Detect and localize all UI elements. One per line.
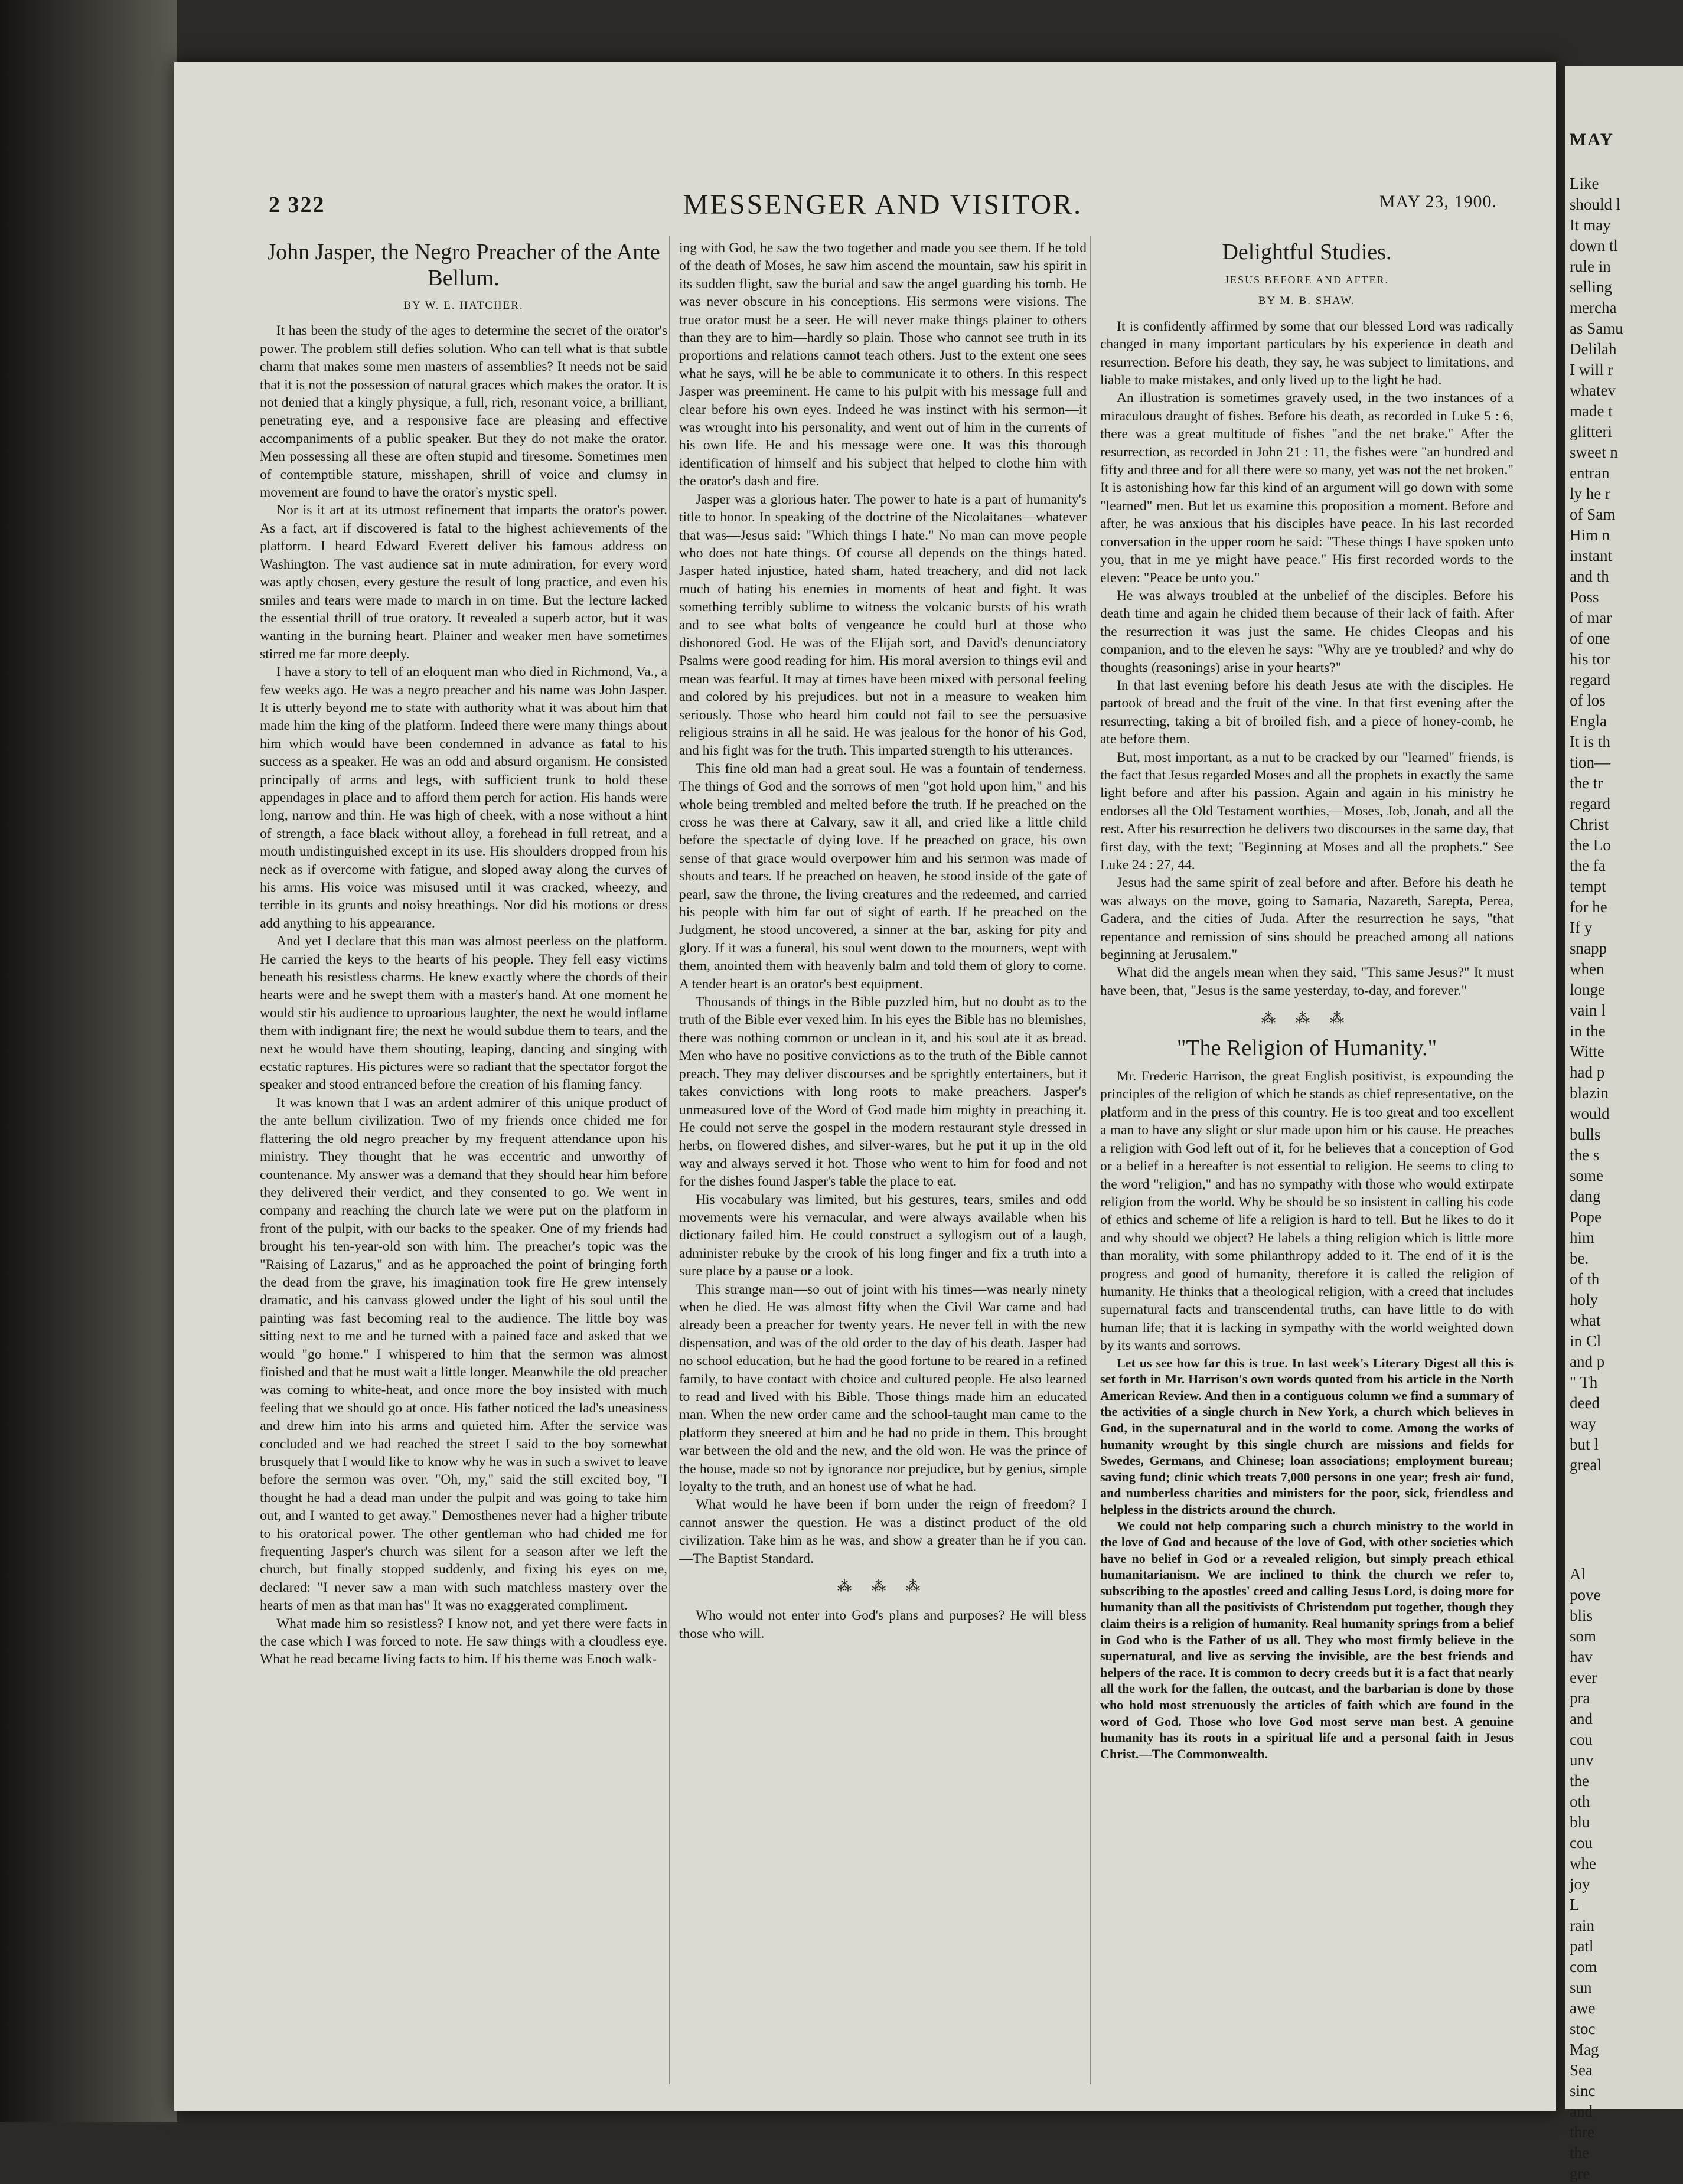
paragraph: This strange man—so out of joint with his times—was nearly ninety when he died. He was almost fifty when the Civil War came and had already been a preacher for twenty years. He never fell in with the new dispensation, and was of the old order to the day of his death. Jasper had no school education, but he had the good fortune to be reared in a refined family, to have contact with choice and cultured people. He also learned to read and lived with his Bible. Those things made him an educated man. When the new order came and the school-taught man came to the platform they sneered at him and he had no pride in them. This brought war between the old and the new, and the old won. He was the prince of the house, made so not by ignorance nor prejudice, but by genius, simple loyalty to the truth, and an honest use of what he had.	[679, 1281, 1087, 1495]
facing-page-line: cou	[1570, 1731, 1593, 1748]
facing-page-line: It may	[1570, 216, 1611, 234]
section-divider: ⁂ ⁂ ⁂	[1261, 1011, 1352, 1027]
facing-page-masthead: MAY	[1570, 130, 1614, 149]
facing-page-line: pra	[1570, 1689, 1590, 1707]
facing-page-line: Poss	[1570, 588, 1599, 606]
facing-page-line: cou	[1570, 1834, 1593, 1852]
facing-page-line: of los	[1570, 691, 1606, 709]
facing-page-line: " Th	[1570, 1373, 1598, 1391]
facing-page-line: but l	[1570, 1435, 1599, 1453]
facing-page-line: ly he r	[1570, 485, 1610, 502]
facing-page-line: in the	[1570, 1022, 1606, 1040]
facing-page-line: in Cl	[1570, 1332, 1602, 1350]
facing-page-line: of one	[1570, 629, 1610, 647]
facing-page-line: Witte	[1570, 1043, 1604, 1060]
paragraph: And yet I declare that this man was almost peerless on the platform. He carried the keys to the hearts of his people. They fell easy victims beneath his resistless charms. He knew exactly where the chords of their hearts were and he swept them with a master's hand. At one moment he would stir his audience to uproarious laughter, the next he would inflame them with indignant fire; the next he would subdue them to tears, and the next he would have them shouting, leaping, dancing and singing with ecstatic raptures. His pictures were so radiant that the spectator forgot the speaker and stood entranced before the creation of his flaming fancy.	[260, 933, 667, 1093]
facing-page-line: would	[1570, 1105, 1610, 1122]
facing-page-line: Christ	[1570, 815, 1609, 833]
column-rule	[1090, 236, 1091, 2084]
paragraph: I have a story to tell of an eloquent man who died in Richmond, Va., a few weeks ago. He was a negro preacher and his name was John Jasper. It is utterly beyond me to state with authority what it was about him that made him the king of the platform. Indeed there were many things about him which would have been condemned in advance as fatal to his success as a speaker. He was an odd and absurd organism. He consisted principally of arms and legs, with sufficient trunk to hold these appendages in place and to afford them perch for action. His hands were long, narrow and thin. He was high of cheek, with a nose without a hint of strength, a face black without alloy, a forehead in full retreat, and a mouth undistinguished except in its use. His shoulders dropped from his neck as if overcome with fatigue, and sloped away along the curves of his arms. His voice was misused until it was cracked, wheezy, and terrible in its grunts and noisy breathings. Nor did his motions or dress add anything to his appearance.	[260, 664, 667, 931]
facing-page-line: gre	[1570, 2165, 1590, 2182]
paragraph: It is confidently affirmed by some that our blessed Lord was radically changed in many important particulars by his experience in death and resurrection. Before his death, they say, he was subject to limitations, and liable to make mistakes, and only lived up to the light he had.	[1100, 318, 1514, 389]
facing-page-line: sinc	[1570, 2082, 1596, 2100]
facing-page-line: down tl	[1570, 237, 1618, 254]
facing-page-line: blazin	[1570, 1084, 1609, 1102]
facing-page-line: made t	[1570, 402, 1613, 420]
paragraph: Jasper was a glorious hater. The power to hate is a part of humanity's title to honor. In speaking of the doctrine of the Nicolaitanes—whatever that was—Jesus said: "Which things I hate." No man can move people who does not hate things. Of course all depends on the things hated. Jasper hated injustice, hated sham, hated treachery, and did not lack much of hating his enemies in moments of heat and fight. It was something terribly sublime to witness the volcanic bursts of his wrath and to see what bolts of vengeance he could hurl at those who dishonored God. He was of the Elijah sort, and David's denunciatory Psalms were good reading for him. His moral aversion to things evil and mean was fearful. It may at times have been mixed with personal feeling and colored by his prejudices. but not in a measure to weaken him seriously. Those who heard him could not fail to see the persuasive religious strains in all he said. He was jealous for the honor of his God, and his fight was for the truth. This imparted strength to his utterances.	[679, 491, 1087, 759]
facing-page-line: selling	[1570, 278, 1612, 296]
facing-page-line: I will r	[1570, 361, 1613, 378]
facing-page-text	[1565, 1564, 1683, 2184]
facing-page-line: whatev	[1570, 381, 1616, 399]
facing-page-line: regard	[1570, 795, 1610, 812]
column-rule	[669, 236, 670, 2084]
column-1	[260, 239, 667, 2081]
facing-page-line: vain l	[1570, 1001, 1606, 1019]
facing-page-line: should l	[1570, 195, 1621, 213]
facing-page-line: when	[1570, 960, 1604, 978]
facing-page-line: way	[1570, 1415, 1596, 1432]
facing-page-line: and	[1570, 2103, 1593, 2120]
article-byline: BY W. E. HATCHER.	[403, 299, 524, 312]
facing-page-edge	[1565, 66, 1683, 2182]
facing-page-text	[1565, 174, 1683, 1475]
section-divider: ⁂ ⁂ ⁂	[837, 1579, 928, 1595]
facing-page-line: the	[1570, 1772, 1589, 1790]
facing-page-line: deed	[1570, 1394, 1600, 1412]
paragraph: It has been the study of the ages to determine the secret of the orator's power. The problem still defies solution. Who can tell what is that subtle charm that makes some men masters of assemblies? It needs not be said that it is not the possession of natural graces which makes the orator. It is not denied that a kingly physique, a full, rich, resonant voice, a brilliant, penetrating eye, and a responsive face are pleasing and effective accompaniments of a public speaker. But they do not make the orator. Men possessing all these are often stupid and tiresome. Sometimes men of contemptible stature, misshapen, shrill of voice and clumsy in movement are found to have the orator's mystic spell.	[260, 323, 667, 501]
facing-page-line: pove	[1570, 1586, 1601, 1604]
facing-page-line: Pope	[1570, 1208, 1602, 1226]
facing-page-line: Like	[1570, 175, 1599, 192]
facing-page-line: Engla	[1570, 712, 1607, 730]
facing-page-line: com	[1570, 1958, 1597, 1976]
facing-page-line: Delilah	[1570, 340, 1617, 358]
paragraph: Jesus had the same spirit of zeal before and after. Before his death he was always on the move, going to Samaria, Nazareth, Sarepta, Perea, Gadera, and the cities of Juda. After the resurrection he says, "that repentance and remission of sins should be preached among all nations beginning at Jerusalem."	[1100, 875, 1514, 963]
facing-page-line: of th	[1570, 1270, 1600, 1288]
facing-page-line: stoc	[1570, 2020, 1596, 2038]
facing-page-line: him	[1570, 1229, 1595, 1246]
facing-page-line: som	[1570, 1627, 1597, 1645]
facing-page-line: joy	[1570, 1875, 1590, 1893]
paragraph: Let us see how far this is true. In last week's Literary Digest all this is set forth in Mr. Harrison's own words quoted from his article in the North American Review. And then in a contiguous column we find a summary of the activities of a single church in New York, a church which believes in God, in the supernatural and in the world to come. Among the works of humanity wrought by this single church are missions and fields for Swedes, Germans, and Chinese; loan associations; employment bureau; saving fund; clinic which treats 7,000 persons in one year; fresh air fund, and numberless charities and ministers for the poor, sick, friendless and helpless in the districts around the church.	[1100, 1355, 1514, 1517]
facing-page-line: what	[1570, 1311, 1601, 1329]
facing-page-line: instant	[1570, 547, 1612, 564]
facing-page-line: thre	[1570, 2123, 1594, 2141]
facing-page-line: Him n	[1570, 526, 1610, 544]
article-byline: BY M. B. SHAW.	[1258, 295, 1356, 308]
facing-page-line: and p	[1570, 1353, 1605, 1370]
paragraph: He was always troubled at the unbelief of the disciples. Before his death time and again he chided them because of their lack of faith. After the resurrection it was just the same. He chides Cleopas and his companion, and to the eleven he says: "Why are ye troubled? and why do thoughts (reasonings) arise in your hearts?"	[1100, 587, 1514, 675]
facing-page-line: rule in	[1570, 257, 1611, 275]
facing-page-line: entran	[1570, 464, 1610, 482]
paragraph: We could not help comparing such a church ministry to the world in the love of God and because of the love of God, with other societies which have no belief in God or a revealed religion, but simply preach ethical humanitarianism. We are inclined to think the church we refer to, subscribing to the apostles' creed and calling Jesus Lord, is doing more for humanity than all the positivists of Christendom put together, though they claim theirs is a religion of humanity. Real humanity springs from a belief in God who is the Father of us all. They who most firmly believe in the supernatural, and live as serving the invisible, are the best friends and helpers of the race. It is common to decry creeds but it is a fact that nearly all the work for the fallen, the outcast, and the barbarian is done by those who hold most strenuously the articles of faith which are found in the word of God. Those who love God most serve man best. A genuine humanity has its roots in a spiritual life and a personal faith in Jesus Christ.—The Commonwealth.	[1100, 1518, 1514, 1761]
facing-page-line: rain	[1570, 1917, 1594, 1934]
facing-page-line: mercha	[1570, 299, 1617, 316]
facing-page-line: the tr	[1570, 774, 1603, 792]
facing-page-line: patl	[1570, 1937, 1594, 1955]
facing-page-line: dang	[1570, 1187, 1601, 1205]
facing-page-line: tion—	[1570, 753, 1611, 771]
facing-page-line: of mar	[1570, 609, 1612, 626]
facing-page-line: sweet n	[1570, 443, 1618, 461]
facing-page-line: the s	[1570, 1146, 1600, 1164]
facing-page-line: sun	[1570, 1979, 1592, 1996]
facing-page-line: the Lo	[1570, 836, 1611, 854]
facing-page-line: hav	[1570, 1648, 1593, 1666]
facing-page-line: holy	[1570, 1291, 1599, 1308]
facing-page-line: had p	[1570, 1063, 1605, 1081]
facing-page-line: bulls	[1570, 1125, 1601, 1143]
facing-page-line: some	[1570, 1167, 1603, 1184]
facing-page-line: awe	[1570, 1999, 1596, 2017]
facing-page-line: as Samu	[1570, 319, 1623, 337]
facing-page-line: blis	[1570, 1607, 1593, 1624]
newspaper-page	[174, 62, 1556, 2111]
newspaper-title: MESSENGER AND VISITOR.	[683, 189, 1083, 220]
facing-page-line: If y	[1570, 919, 1593, 936]
scanner-edge	[0, 0, 177, 2122]
issue-date: MAY 23, 1900.	[1379, 192, 1497, 211]
article-title: "The Religion of Humanity."	[1176, 1035, 1437, 1060]
paragraph: What would he have been if born under the reign of freedom? I cannot answer the question. He was a distinct product of the old civilization. Take him as he was, and show a greater than he if you can.—The Baptist Standard.	[679, 1497, 1087, 1566]
paragraph: What made him so resistless? I know not, and yet there were facts in the case which I was forced to note. He saw things with a cloudless eye. What he read became living facts to him. If his theme was Enoch walk-	[260, 1615, 667, 1667]
facing-page-line: Sea	[1570, 2061, 1593, 2079]
paragraph: It was known that I was an ardent admirer of this unique product of the ante bellum civilization. Two of my friends once chided me for flattering the old negro preacher by my frequent attendance upon his ministry. They thought that he was eccentric and unworthy of countenance. My answer was a demand that they should hear him before they delivered their verdict, and they consented to go. We went in company and reaching the church late we were put on the platform in front of the pulpit, with our backs to the speaker. One of my friends had brought his ten-year-old son with him. The preacher's topic was the "Raising of Lazarus," and as he approached the point of bringing forth the dead from the grave, his imagination took fire He grew intensely dramatic, and his canvass glowed under the light of his soul until the painting was fast becoming real to the audience. The little boy was sitting next to me and he turned with a pained face and asked that we would "go home." I whispered to him that the sermon was almost finished and that he must wait a little longer. Meanwhile the old preacher was coming to white-heat, and once more the boy insisted with much feeling that we should go at once. His father noticed the lad's uneasiness and drew him into his arms and quieted him. After the service was concluded and we had reached the street I said to the boy somewhat brusquely that I would like to know why he was in such a swivet to leave before the sermon was over. "Oh, my," said the still excited boy, "I thought he had a dead man under the pulpit and was going to take him out, and I wanted to get away." Demosthenes never had a higher tribute to his oratorical power. The other gentleman who had chided me for frequenting Jasper's church was silent for a season after we left the church, but finally stopped suddenly, and fixing his eyes on me, declared: "I never saw a man with such matchless mastery over the hearts of men as that man has" It was no exaggerated compliment.	[260, 1095, 667, 1614]
paragraph: But, most important, as a nut to be cracked by our "learned" friends, is the fact that Jesus regarded Moses and all the prophets in exactly the same light before and after his passion. Again and again in his ministry he endorses all the Old Testament worthies,—Moses, Job, Jonah, and all the rest. After his resurrection he delivers two discourses in the same day, that first day, with the text; "Beginning at Moses and all the prophets." See Luke 24 : 27, 44.	[1100, 749, 1514, 873]
paragraph: In that last evening before his death Jesus ate with the disciples. He partook of bread and the fruit of the vine. In that first evening after the resurrecting, taking a bit of broiled fish, and a piece of honey-comb, he ate before them.	[1100, 677, 1514, 747]
paragraph: This fine old man had a great soul. He was a fountain of tenderness. The things of God and the sorrows of men "got hold upon him," and his whole being trembled and melted before the truth. If he preached on the cross he was there at Calvary, saw it all, and cried like a little child before the spectacle of dying love. If he preached on grace, his own sense of that grace would overpower him and his sermon was made of shouts and tears. If he preached on heaven, he stood inside of the gate of pearl, saw the throne, the living creatures and the redeemed, and carried his people with him far out of sight of earth. If he preached on the Judgment, he stood uncovered, a sinner at the bar, asking for pity and glory. If it was a funeral, his soul went down to the mourners, wept with them, anointed them with heavenly balm and told them of glory to come. A tender heart is an orator's best equipment.	[679, 760, 1087, 992]
facing-page-line: oth	[1570, 1793, 1590, 1810]
article-title: Delightful Studies.	[1222, 240, 1392, 265]
paragraph: An illustration is sometimes gravely used, in the two instances of a miraculous draught of fishes. Before his death, as recorded in Luke 5 : 6, there was a great multitude of fishes "and the net brake." After the resurrection, as recorded in John 21 : 11, the fishes were "an hundred and fifty and three and for all there were so many, yet was not the net broken." It is astonishing how far this kind of an argument will go down with some "learned" men. But let us examine this proposition a moment. Before and after, he was anxious that his disciples have peace. In his last recorded conversation in the upper room he said: "These things I have spoken unto you, that in me ye might have peace." His first recorded words to the eleven: "Peace be unto you."	[1100, 390, 1514, 586]
facing-page-line: tempt	[1570, 877, 1606, 895]
facing-page-line: and	[1570, 1710, 1593, 1728]
column-3	[1100, 239, 1514, 2081]
facing-page-line: the	[1570, 2144, 1589, 2162]
facing-page-line: whe	[1570, 1855, 1596, 1872]
facing-page-line: for he	[1570, 898, 1607, 916]
facing-page-line: It is th	[1570, 733, 1611, 750]
facing-page-line: regard	[1570, 671, 1610, 688]
facing-page-line: ever	[1570, 1669, 1597, 1686]
facing-page-line: Al	[1570, 1565, 1586, 1583]
paragraph: Mr. Frederic Harrison, the great English positivist, is expounding the principles of the religion of which he stands as chief representative, on the platform and in the press of this country. He is too great and too excellent a man to have any slight or slur made upon him or his cause. He preaches a religion with God left out of it, for he believes that a conception of God or a belief in a hereafter is not essential to religion. He seems to cling to the word "religion," and has no sympathy with those who would extirpate religion from the world. Why be should be so insistent in calling his code of ethics and scheme of life a religion is hard to tell. But he likes to do it and why should we object? He labels a thing religion which is little more than morality, with some philanthropy added to it. The end of it is the progress and good of humanity, therefore it is called the religion of humanity. He thinks that a theological religion, with a creed that includes supernatural facts and transcendental truths, can have little to do with human life; that it is lacking in sympathy with the world weighted down by its wants and sorrows.	[1100, 1069, 1514, 1354]
page-number: 2 322	[269, 192, 325, 217]
facing-page-line: Mag	[1570, 2041, 1599, 2058]
article-title: John Jasper, the Negro Preacher of the Ante Bellum.	[267, 240, 660, 290]
column-2	[679, 239, 1087, 2081]
facing-page-line: snapp	[1570, 939, 1607, 957]
facing-page-line: the fa	[1570, 857, 1606, 874]
facing-page-line: longe	[1570, 981, 1605, 998]
paragraph: Who would not enter into God's plans and purposes? He will bless those who will.	[679, 1608, 1087, 1641]
facing-page-line: be.	[1570, 1249, 1589, 1267]
paragraph: His vocabulary was limited, but his gestures, tears, smiles and odd movements were his vernacular, and were always available when his dictionary failed him. He could construct a syllogism out of a laugh, administer rebuke by the crook of his long finger and fix a truth into a sure place by a pause or a look.	[679, 1191, 1087, 1279]
article-subhead: JESUS BEFORE AND AFTER.	[1224, 274, 1390, 286]
facing-page-line: L	[1570, 1896, 1580, 1914]
paragraph: What did the angels mean when they said, "This same Jesus?" It must have been, that, "Jesus is the same yesterday, to-day, and forever."	[1100, 965, 1514, 998]
facing-page-line: unv	[1570, 1751, 1594, 1769]
masthead	[269, 189, 1497, 227]
facing-page-line: his tor	[1570, 650, 1610, 668]
paragraph: Thousands of things in the Bible puzzled him, but no doubt as to the truth of the Bible ever vexed him. In his eyes the Bible has no blemishes, there was nothing common or unclean in it, and his soul ate it as bread. Men who have no positive convictions as to the truth of the Bible cannot preach. They may deliver discourses and be sprightly entertainers, but it takes convictions with long roots to make preachers. Jasper's unmeasured love of the Word of God made him mighty in preaching it. He could not serve the gospel in the modern restaurant style dressed in herbs, on flowered dishes, and silver-wares, but he put it up in the old way and always served it hot. Those who went to him for food and not for the dishes found Jasper's table the place to eat.	[679, 994, 1087, 1190]
paragraph: Nor is it art at its utmost refinement that imparts the orator's power. As a fact, art if discovered is fatal to the highest achievements of the platform. I heard Edward Everett deliver his famous address on Washington. The vast audience sat in mute admiration, for every word was aptly chosen, every gesture the result of long practice, and even his smiles and tears were made to march in on time. But the lecture lacked the essential thrill of true oratory. It revealed a superb actor, but it was wanting in the burning heart. Plainer and weaker men have sometimes stirred me far more deeply.	[260, 502, 667, 662]
paragraph: ing with God, he saw the two together and made you see them. If he told of the death of Moses, he saw him ascend the mountain, saw his spirit in its sudden flight, saw the burial and saw the angel guarding his tomb. He was never obscure in his conceptions. His sermons were visions. The true orator must be a seer. He will never make things plainer to others than they are to him—hardly so plain. Those who cannot see truth in its proportions and relations cannot teach others. Just to the extent one sees what he says, will he be able to communicate it to others. In this respect Jasper was preeminent. He came to his pulpit with his message full and clear before his own eyes. Indeed he was instinct with his sermon—it was wrought into his personality, and went out of him in the currents of his own life. He and his message were one. It was this thorough identification of himself and his subject that helped to clothe him with the orator's dash and fire.	[679, 240, 1087, 489]
facing-page-line: of Sam	[1570, 505, 1616, 523]
facing-page-line: glitteri	[1570, 423, 1612, 440]
facing-page-line: and th	[1570, 567, 1609, 585]
facing-page-line: greal	[1570, 1456, 1602, 1474]
facing-page-line: blu	[1570, 1813, 1590, 1831]
